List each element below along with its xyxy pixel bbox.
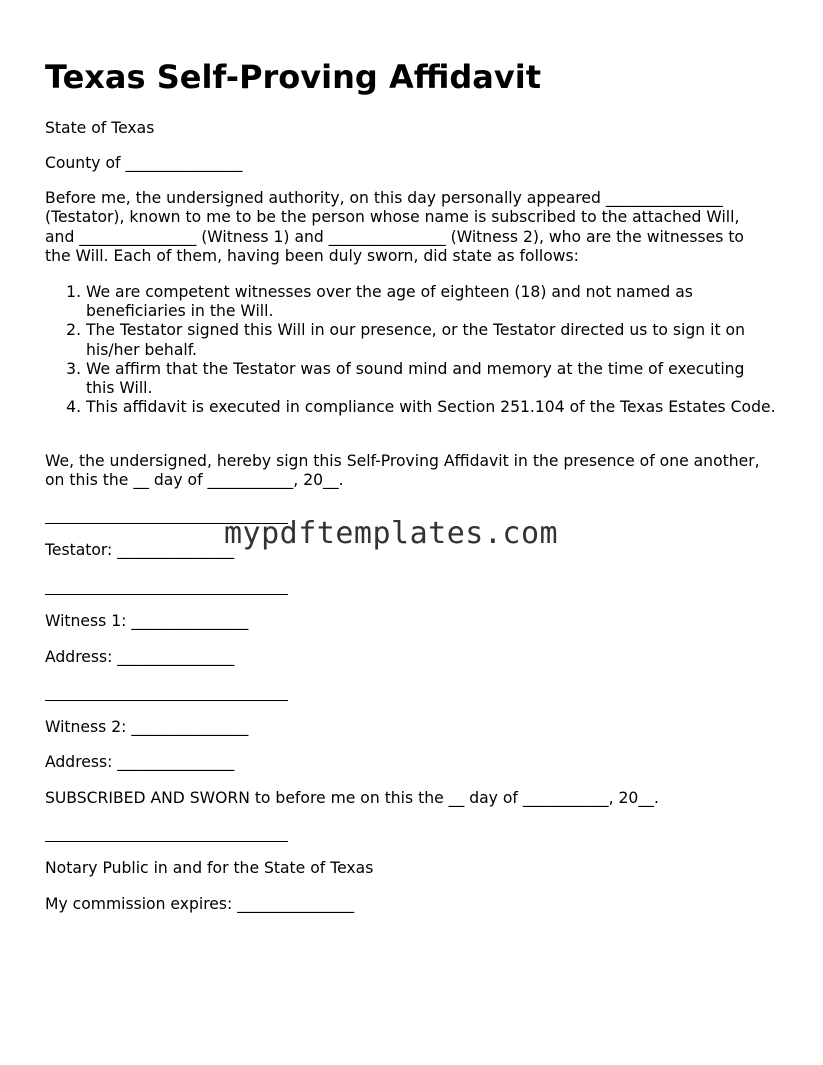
statement-list [45,283,776,417]
witness1-label: Witness 1: _______________ [45,612,249,630]
county-line: County of _______________ [45,154,243,172]
notary-label: Notary Public in and for the State of Texas [45,859,374,877]
witness2-address: Address: _______________ [45,753,235,771]
document-title: Texas Self-Proving Affidavit [45,58,542,96]
witness1-address: Address: _______________ [45,648,235,666]
list-item: 1. We are competent witnesses over the age of eighteen (18) and not named as beneficiaries in the Will. [86,283,776,321]
state-line: State of Texas [45,119,155,137]
testator-label: Testator: _______________ [45,541,235,559]
commission-line: My commission expires: _______________ [45,895,355,913]
list-item: 2. The Testator signed this Will in our presence, or the Testator directed us to sign it on his/her behalf. [86,321,776,359]
list-item: 4. This affidavit is executed in compliance with Section 251.104 of the Texas Estates Code. [86,398,776,417]
witness2-label: Witness 2: _______________ [45,718,249,736]
closing-paragraph: We, the undersigned, hereby sign this Self-Proving Affidavit in the presence of one another, on this the __ day of ___________, 20__. [45,452,760,490]
list-item: 3. We affirm that the Testator was of sound mind and memory at the time of executing this Will. [86,360,776,398]
intro-paragraph: Before me, the undersigned authority, on this day personally appeared _______________ (Testator), known to me to be the person whose name is subscribed to the attached Will, and _______________ (Witness 1) and _______________ (Witness 2), who are the witnesses to the Will. Each of them, having been duly sworn, did state as follows: [45,189,744,265]
witness1-signature-line [45,594,288,595]
notary-signature-line [45,841,288,842]
witness2-signature-line [45,700,288,701]
subscribed-line: SUBSCRIBED AND SWORN to before me on this the __ day of ___________, 20__. [45,789,659,807]
watermark: mypdftemplates.com [224,516,559,551]
